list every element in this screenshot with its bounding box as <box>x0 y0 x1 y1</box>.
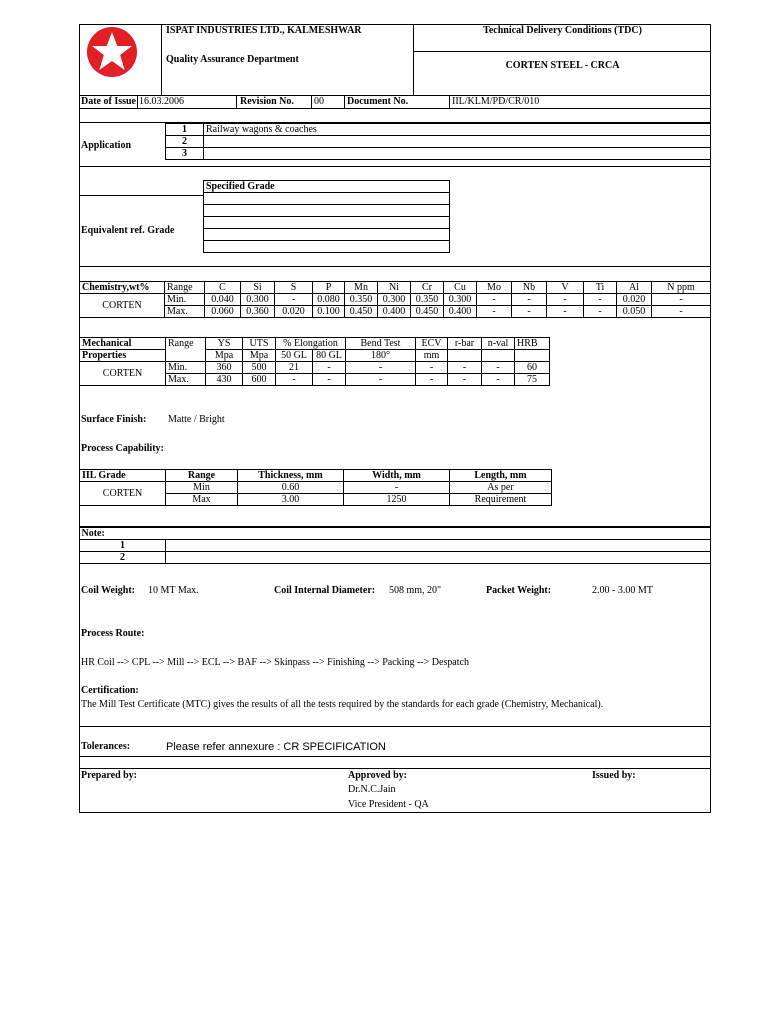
chem-value: 0.020 <box>275 306 313 318</box>
capability-header: IIL Grade <box>80 470 166 482</box>
chemistry-table <box>79 281 711 318</box>
divider <box>79 166 711 167</box>
mech-value: - <box>482 374 515 386</box>
max-label: Max. <box>165 306 205 318</box>
prepared-by-label: Prepared by: <box>81 770 138 781</box>
revision-value: 00 <box>314 96 324 107</box>
mechanical-table <box>79 337 550 386</box>
note-table <box>79 527 711 564</box>
product-title: CORTEN STEEL - CRCA <box>505 60 620 71</box>
chem-value: - <box>477 306 512 318</box>
note-row <box>80 540 711 552</box>
chem-value: 0.080 <box>313 294 345 306</box>
revision-label: Revision No. <box>240 96 294 107</box>
application-text: Railway wagons & coaches <box>204 124 711 136</box>
doc-type: Technical Delivery Conditions (TDC) <box>483 25 642 36</box>
element-header: Si <box>241 282 275 294</box>
min-label: Min. <box>165 294 205 306</box>
min-label: Min. <box>166 362 206 374</box>
chem-value: - <box>547 294 584 306</box>
capability-row <box>80 482 552 494</box>
application-num: 3 <box>166 148 204 160</box>
application-row <box>166 148 711 160</box>
mechanical-unit-row <box>80 350 550 362</box>
mech-value: - <box>448 362 482 374</box>
grade-cell <box>204 217 450 229</box>
element-header: Cr <box>411 282 444 294</box>
process-route-label: Process Route: <box>81 628 145 639</box>
divider <box>79 768 711 769</box>
divider <box>79 266 711 267</box>
date-of-issue-value: 16.03.2006 <box>139 96 184 107</box>
grade-cell <box>204 193 450 205</box>
equivalent-grade-label: Equivalent ref. Grade <box>81 225 175 236</box>
divider <box>413 51 711 52</box>
approver-name: Dr.N.C.Jain <box>348 784 396 795</box>
element-header: Ni <box>378 282 411 294</box>
chem-value: 0.300 <box>444 294 477 306</box>
mech-value: 430 <box>206 374 243 386</box>
capability-length: As per <box>450 482 552 494</box>
mech-value: - <box>416 362 448 374</box>
mech-value: 60 <box>515 362 550 374</box>
chem-value: 0.300 <box>241 294 275 306</box>
company-name: ISPAT INDUSTRIES LTD., KALMESHWAR <box>166 25 362 36</box>
chem-value: 0.360 <box>241 306 275 318</box>
uts-header: UTS <box>243 338 276 350</box>
element-header: V <box>547 282 584 294</box>
properties-label: Properties <box>80 350 166 362</box>
chem-value: 0.400 <box>444 306 477 318</box>
chem-value: - <box>275 294 313 306</box>
process-capability-table <box>79 469 552 506</box>
mech-value: - <box>346 374 416 386</box>
chem-value: 0.450 <box>411 306 444 318</box>
bend-test-header: Bend Test <box>346 338 416 350</box>
chem-value: 0.040 <box>205 294 241 306</box>
packet-weight-label: Packet Weight: <box>486 585 552 596</box>
capability-header-row <box>80 470 552 482</box>
divider <box>79 726 711 727</box>
unit: 80 GL <box>313 350 346 362</box>
unit: Mpa <box>243 350 276 362</box>
grade-cell <box>204 205 450 217</box>
chem-value: - <box>547 306 584 318</box>
mechanical-label: Mechanical <box>80 338 166 350</box>
chem-value: - <box>584 294 617 306</box>
application-row <box>166 124 711 136</box>
coil-weight-value: 10 MT Max. <box>148 585 199 596</box>
capability-range: Max <box>166 494 238 506</box>
divider <box>137 95 138 108</box>
grade-table <box>203 180 450 253</box>
note-header-row <box>80 528 711 540</box>
document-no-label: Document No. <box>347 96 409 107</box>
divider <box>449 95 450 108</box>
mech-value: 360 <box>206 362 243 374</box>
divider <box>161 24 162 95</box>
process-route-value: HR Coil --> CPL --> Mill --> ECL --> BAF --> Skinpass --> Finishing --> Packing --> Despatch <box>81 657 469 668</box>
chem-value: 0.100 <box>313 306 345 318</box>
chem-value: - <box>584 306 617 318</box>
capability-header: Length, mm <box>450 470 552 482</box>
note-text <box>166 552 711 564</box>
range-label: Range <box>165 282 205 294</box>
issued-by-label: Issued by: <box>592 770 636 781</box>
unit: 50 GL <box>276 350 313 362</box>
application-num: 2 <box>166 136 204 148</box>
element-header: Mn <box>345 282 378 294</box>
mechanical-header-row <box>80 338 550 350</box>
application-num: 1 <box>166 124 204 136</box>
capability-range: Min <box>166 482 238 494</box>
note-text <box>166 540 711 552</box>
chemistry-label: Chemistry,wt% <box>80 282 165 294</box>
tolerances-value: Please refer annexure : CR SPECIFICATION <box>166 741 386 753</box>
mech-value: 500 <box>243 362 276 374</box>
note-label: Note: <box>80 528 711 540</box>
element-header: C <box>205 282 241 294</box>
application-label: Application <box>81 140 132 151</box>
chem-value: - <box>512 306 547 318</box>
mech-value: - <box>313 362 346 374</box>
grade-cell <box>204 241 450 253</box>
grade-cell <box>204 229 450 241</box>
unit: Mpa <box>206 350 243 362</box>
application-text <box>204 136 711 148</box>
divider <box>79 195 203 196</box>
divider <box>79 756 711 757</box>
coil-diameter-label: Coil Internal Diameter: <box>274 585 376 596</box>
divider <box>344 95 345 108</box>
chemistry-min-row <box>80 294 711 306</box>
chemistry-max-row <box>80 306 711 318</box>
chem-value: - <box>652 294 711 306</box>
mech-value: - <box>276 374 313 386</box>
divider <box>236 95 237 108</box>
capability-width: 1250 <box>344 494 450 506</box>
grade-row <box>204 229 450 241</box>
mech-value: - <box>346 362 416 374</box>
element-header: Cu <box>444 282 477 294</box>
chem-value: 0.300 <box>378 294 411 306</box>
tolerances-label: Tolerances: <box>81 741 131 752</box>
mech-value: - <box>313 374 346 386</box>
element-header: P <box>313 282 345 294</box>
rbar-header: r-bar <box>448 338 482 350</box>
document-no-value: IIL/KLM/PD/CR/010 <box>452 96 540 107</box>
mech-value: 21 <box>276 362 313 374</box>
element-header: Mo <box>477 282 512 294</box>
ecv-header: ECV <box>416 338 448 350</box>
chemistry-grade: CORTEN <box>80 294 165 318</box>
department-name: Quality Assurance Department <box>166 54 299 65</box>
capability-header: Thickness, mm <box>238 470 344 482</box>
capability-thickness: 0.60 <box>238 482 344 494</box>
mechanical-grade: CORTEN <box>80 362 166 386</box>
chem-value: 0.350 <box>411 294 444 306</box>
surface-finish-label: Surface Finish: <box>81 414 147 425</box>
hrb-header: HRB <box>515 338 550 350</box>
element-header: Nb <box>512 282 547 294</box>
element-header: S <box>275 282 313 294</box>
element-header: N ppm <box>652 282 711 294</box>
surface-finish-value: Matte / Bright <box>168 414 225 425</box>
grade-row <box>204 241 450 253</box>
elongation-header: % Elongation <box>276 338 346 350</box>
chem-value: 0.060 <box>205 306 241 318</box>
unit <box>448 350 482 362</box>
capability-length: Requirement <box>450 494 552 506</box>
note-row <box>80 552 711 564</box>
unit: 180° <box>346 350 416 362</box>
mech-value: 600 <box>243 374 276 386</box>
capability-header: Width, mm <box>344 470 450 482</box>
ys-header: YS <box>206 338 243 350</box>
chem-value: 0.050 <box>617 306 652 318</box>
grade-row <box>204 193 450 205</box>
element-header: Ti <box>584 282 617 294</box>
range-label: Range <box>166 338 206 362</box>
divider <box>79 108 711 109</box>
chem-value: - <box>477 294 512 306</box>
chem-value: 0.450 <box>345 306 378 318</box>
packet-weight-value: 2.00 - 3.00 MT <box>592 585 653 596</box>
capability-width: - <box>344 482 450 494</box>
chem-value: - <box>652 306 711 318</box>
chem-value: - <box>512 294 547 306</box>
chem-value: 0.020 <box>617 294 652 306</box>
coil-diameter-value: 508 mm, 20" <box>389 585 442 596</box>
company-logo <box>82 25 142 79</box>
mech-value: - <box>416 374 448 386</box>
chemistry-header-row <box>80 282 711 294</box>
chem-value: 0.400 <box>378 306 411 318</box>
mech-value: - <box>448 374 482 386</box>
certification-label: Certification: <box>81 685 139 696</box>
approved-by-label: Approved by: <box>348 770 407 781</box>
divider <box>311 95 312 108</box>
coil-weight-label: Coil Weight: <box>81 585 135 596</box>
chem-value: 0.350 <box>345 294 378 306</box>
date-of-issue-label: Date of Issue <box>81 96 136 107</box>
capability-thickness: 3.00 <box>238 494 344 506</box>
max-label: Max. <box>166 374 206 386</box>
application-table <box>165 123 711 160</box>
mechanical-min-row <box>80 362 550 374</box>
mech-value: - <box>482 362 515 374</box>
unit <box>482 350 515 362</box>
unit <box>515 350 550 362</box>
approver-title: Vice President - QA <box>348 799 429 810</box>
grade-row <box>204 217 450 229</box>
certification-value: The Mill Test Certificate (MTC) gives the results of all the tests required by the standards for each grade (Chemistry, Mechanical). <box>81 699 604 710</box>
application-text <box>204 148 711 160</box>
note-num: 2 <box>80 552 166 564</box>
process-capability-label: Process Capability: <box>81 443 164 454</box>
grade-row <box>204 181 450 193</box>
nval-header: n-val <box>482 338 515 350</box>
note-num: 1 <box>80 540 166 552</box>
grade-row <box>204 205 450 217</box>
capability-header: Range <box>166 470 238 482</box>
element-header: Al <box>617 282 652 294</box>
capability-grade: CORTEN <box>80 482 166 506</box>
specified-grade-label: Specified Grade <box>204 181 450 193</box>
mech-value: 75 <box>515 374 550 386</box>
application-row <box>166 136 711 148</box>
unit: mm <box>416 350 448 362</box>
